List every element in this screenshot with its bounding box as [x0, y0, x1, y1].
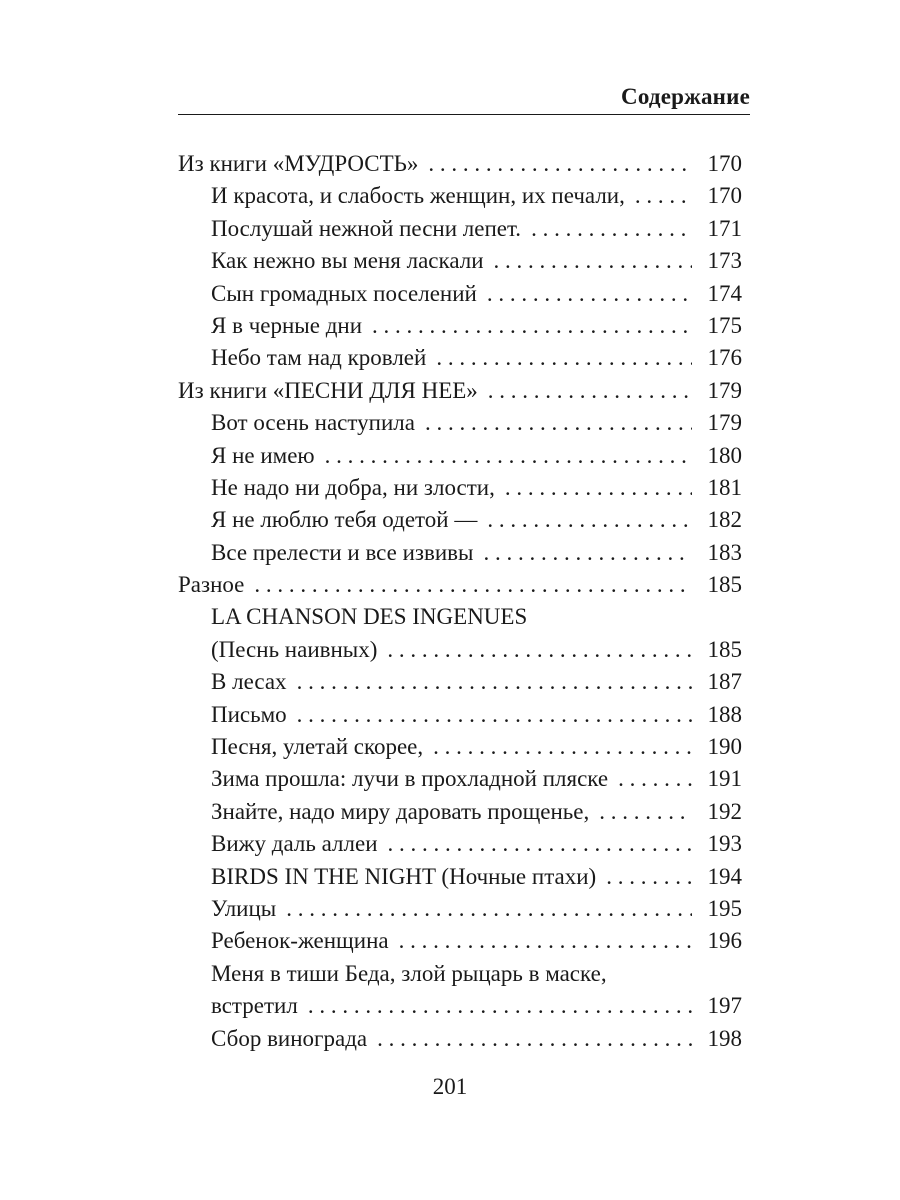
- dot-leader: [399, 925, 692, 957]
- toc-entry-page: 170: [707, 151, 742, 176]
- toc-entry-page: 179: [707, 377, 742, 403]
- toc-subentry[interactable]: [178, 504, 742, 536]
- toc-entry-title: встретил: [211, 993, 298, 1019]
- toc-subentry[interactable]: [178, 796, 742, 828]
- toc-entry-title: Я в черные дни: [211, 312, 363, 338]
- dot-leader: [488, 375, 692, 407]
- toc-entry-title: BIRDS IN THE NIGHT (Ночные птахи): [211, 863, 597, 889]
- toc-entry-page: 181: [707, 474, 742, 500]
- dot-leader: [425, 407, 692, 439]
- toc-entry-title: Сбор винограда: [211, 1025, 368, 1051]
- toc-entry-title: И красота, и слабость женщин, их печали,: [211, 183, 625, 209]
- toc-entry-title: Сын громадных поселений: [211, 280, 477, 306]
- toc-entry-page: 171: [707, 215, 742, 241]
- toc-entry-title: Вижу даль аллеи: [211, 831, 378, 857]
- toc-entry-page: 182: [707, 507, 742, 533]
- toc-subentry[interactable]: [178, 537, 742, 569]
- toc-section-entry[interactable]: [178, 375, 742, 407]
- toc-subentry[interactable]: [178, 699, 742, 731]
- running-head: [178, 84, 750, 115]
- running-head-title: Содержание: [621, 84, 750, 109]
- toc-entry-title: LA CHANSON DES INGENUES: [211, 604, 528, 630]
- toc-subentry[interactable]: [178, 440, 742, 472]
- toc-entry-page: 192: [707, 798, 742, 824]
- dot-leader: [308, 990, 692, 1022]
- dot-leader: [618, 763, 692, 795]
- toc-subentry[interactable]: [178, 634, 742, 666]
- toc-entry-title: Улицы: [211, 895, 277, 921]
- toc-subentry[interactable]: [178, 213, 742, 245]
- toc-entry-page: 195: [707, 895, 742, 921]
- toc-entry-page: 194: [707, 863, 742, 889]
- table-of-contents: [178, 148, 742, 1055]
- toc-subentry[interactable]: [178, 472, 742, 504]
- toc-entry-page: 175: [707, 312, 742, 338]
- dot-leader: [505, 472, 692, 504]
- toc-entry-title: Письмо: [211, 701, 287, 727]
- toc-subentry[interactable]: [178, 925, 742, 957]
- dot-leader: [297, 666, 692, 698]
- dot-leader: [387, 634, 692, 666]
- toc-entry-page: 173: [707, 248, 742, 274]
- toc-entry-page: 170: [707, 183, 742, 209]
- toc-subentry[interactable]: [178, 990, 742, 1022]
- toc-subentry[interactable]: [178, 245, 742, 277]
- toc-entry-title: Небо там над кровлей: [211, 345, 427, 371]
- toc-subentry[interactable]: [178, 666, 742, 698]
- toc-entry-title: Ребенок-женщина: [211, 928, 389, 954]
- toc-entry-title: Меня в тиши Беда, злой рыцарь в маске,: [211, 960, 607, 986]
- toc-subentry[interactable]: [178, 731, 742, 763]
- toc-entry-page: 193: [707, 831, 742, 857]
- dot-leader: [388, 828, 692, 860]
- toc-entry-page: 185: [707, 572, 742, 598]
- dot-leader: [372, 310, 692, 342]
- dot-leader: [635, 180, 692, 212]
- dot-leader: [377, 1023, 692, 1055]
- toc-entry-page: 180: [707, 442, 742, 468]
- toc-entry-page: 198: [707, 1025, 742, 1051]
- toc-entry-title: Я не люблю тебя одетой —: [211, 507, 478, 533]
- dot-leader: [606, 861, 692, 893]
- toc-entry-page: 191: [707, 766, 742, 792]
- toc-entry-page: 185: [707, 636, 742, 662]
- toc-entry-page: 179: [707, 410, 742, 436]
- toc-entry-title: В лесах: [211, 669, 287, 695]
- toc-entry-page: 183: [707, 539, 742, 565]
- toc-subentry[interactable]: [178, 893, 742, 925]
- toc-entry-page: 187: [707, 669, 742, 695]
- toc-section-entry[interactable]: [178, 148, 742, 180]
- toc-subentry[interactable]: [178, 1023, 742, 1055]
- page-number: 201: [432, 1074, 468, 1099]
- toc-subentry[interactable]: [178, 601, 742, 633]
- toc-entry-title: Послушай нежной песни лепет.: [211, 215, 522, 241]
- toc-entry-title: Зима прошла: лучи в прохладной пляске: [211, 766, 609, 792]
- toc-entry-page: 188: [707, 701, 742, 727]
- dot-leader: [531, 213, 692, 245]
- toc-entry-title: (Песнь наивных): [211, 636, 378, 662]
- toc-entry-page: 176: [707, 345, 742, 371]
- toc-entry-title: Знайте, надо миру даровать прощенье,: [211, 798, 590, 824]
- dot-leader: [428, 148, 692, 180]
- toc-subentry[interactable]: [178, 828, 742, 860]
- toc-subentry[interactable]: [178, 763, 742, 795]
- toc-subentry[interactable]: [178, 342, 742, 374]
- toc-entry-page: 190: [707, 734, 742, 760]
- toc-section-entry[interactable]: [178, 569, 742, 601]
- dot-leader: [297, 699, 692, 731]
- toc-entry-page: 196: [707, 928, 742, 954]
- toc-entry-title: Не надо ни добра, ни злости,: [211, 474, 495, 500]
- dot-leader: [433, 731, 692, 763]
- toc-subentry[interactable]: [178, 310, 742, 342]
- toc-subentry[interactable]: [178, 180, 742, 212]
- dot-leader: [487, 278, 692, 310]
- dot-leader: [325, 440, 692, 472]
- toc-subentry[interactable]: [178, 958, 742, 990]
- dot-leader: [599, 796, 692, 828]
- toc-entry-title: Разное: [178, 572, 245, 598]
- toc-subentry[interactable]: [178, 278, 742, 310]
- dot-leader: [487, 504, 692, 536]
- toc-entry-title: Из книги «МУДРОСТЬ»: [178, 151, 419, 176]
- toc-entry-title: Я не имею: [211, 442, 315, 468]
- dot-leader: [484, 537, 693, 569]
- toc-entry-title: Из книги «ПЕСНИ ДЛЯ НЕЕ»: [178, 377, 478, 403]
- toc-entry-page: 174: [707, 280, 742, 306]
- dot-leader: [286, 893, 692, 925]
- toc-entry-page: 197: [707, 993, 742, 1019]
- dot-leader: [494, 245, 692, 277]
- toc-entry-title: Все прелести и все извивы: [211, 539, 474, 565]
- toc-subentry[interactable]: [178, 861, 742, 893]
- toc-entry-title: Песня, улетай скорее,: [211, 734, 424, 760]
- dot-leader: [254, 569, 692, 601]
- dot-leader: [436, 342, 692, 374]
- toc-entry-title: Как нежно вы меня ласкали: [211, 248, 484, 274]
- toc-subentry[interactable]: [178, 407, 742, 439]
- toc-entry-title: Вот осень наступила: [211, 410, 415, 436]
